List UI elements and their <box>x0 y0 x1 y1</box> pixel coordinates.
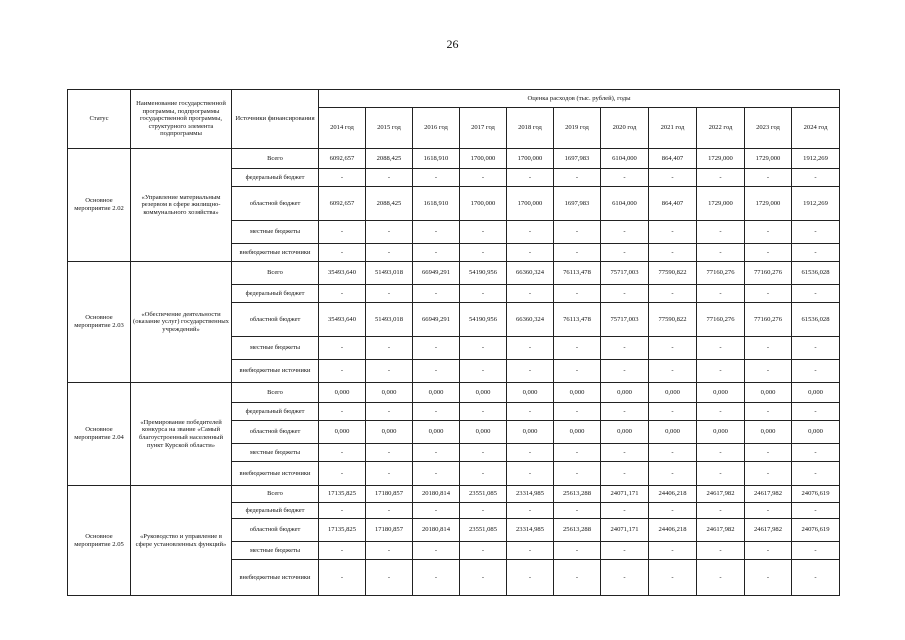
header-row <box>68 90 840 108</box>
amount-cell: 6104,000 <box>601 187 649 221</box>
header-year: 2021 год <box>649 108 697 149</box>
row-status: Основное мероприятие 2.02 <box>68 149 131 262</box>
amount-cell: - <box>460 221 507 244</box>
amount-cell: - <box>697 360 745 383</box>
amount-cell: - <box>792 221 840 244</box>
amount-cell: - <box>649 462 697 486</box>
amount-cell: - <box>460 337 507 360</box>
header-year: 2016 год <box>413 108 460 149</box>
header-year: 2024 год <box>792 108 840 149</box>
amount-cell: 0,000 <box>413 383 460 403</box>
funding-source: федеральный бюджет <box>232 403 319 421</box>
amount-cell: 1912,269 <box>792 149 840 169</box>
amount-cell: 0,000 <box>366 383 413 403</box>
amount-cell: - <box>745 169 792 187</box>
amount-cell: 0,000 <box>649 421 697 444</box>
header-estimate: Оценка расходов (тыс. рублей), годы <box>319 90 840 108</box>
amount-cell: - <box>792 444 840 462</box>
funding-source: внебюджетные источники <box>232 560 319 596</box>
amount-cell: - <box>792 503 840 519</box>
amount-cell: 1697,983 <box>554 149 601 169</box>
amount-cell: 24071,171 <box>601 519 649 542</box>
amount-cell: - <box>460 403 507 421</box>
amount-cell: - <box>649 403 697 421</box>
amount-cell: - <box>745 403 792 421</box>
header-year: 2023 год <box>745 108 792 149</box>
amount-cell: - <box>460 503 507 519</box>
amount-cell: - <box>319 560 366 596</box>
amount-cell: 0,000 <box>366 421 413 444</box>
funding-source: Всего <box>232 383 319 403</box>
amount-cell: 23314,985 <box>507 519 554 542</box>
amount-cell: - <box>319 360 366 383</box>
amount-cell: 51493,018 <box>366 303 413 337</box>
funding-source: федеральный бюджет <box>232 169 319 187</box>
amount-cell: 1729,000 <box>745 187 792 221</box>
amount-cell: - <box>507 337 554 360</box>
amount-cell: - <box>507 244 554 262</box>
amount-cell: - <box>601 462 649 486</box>
amount-cell: 1697,983 <box>554 187 601 221</box>
row-status: Основное мероприятие 2.05 <box>68 486 131 596</box>
amount-cell: 0,000 <box>507 421 554 444</box>
amount-cell: - <box>601 403 649 421</box>
amount-cell: 1700,000 <box>507 149 554 169</box>
amount-cell: 24071,171 <box>601 486 649 503</box>
amount-cell: - <box>554 221 601 244</box>
amount-cell: 77160,276 <box>745 303 792 337</box>
amount-cell: - <box>792 169 840 187</box>
amount-cell: - <box>697 337 745 360</box>
amount-cell: 51493,018 <box>366 262 413 285</box>
amount-cell: - <box>745 560 792 596</box>
amount-cell: - <box>413 169 460 187</box>
amount-cell: - <box>319 542 366 560</box>
amount-cell: 0,000 <box>745 383 792 403</box>
amount-cell: - <box>366 542 413 560</box>
amount-cell: - <box>697 503 745 519</box>
amount-cell: - <box>601 221 649 244</box>
amount-cell: 17135,825 <box>319 519 366 542</box>
amount-cell: 864,407 <box>649 187 697 221</box>
amount-cell: 6092,657 <box>319 149 366 169</box>
amount-cell: - <box>554 337 601 360</box>
amount-cell: 864,407 <box>649 149 697 169</box>
amount-cell: 77160,276 <box>697 303 745 337</box>
amount-cell: - <box>601 542 649 560</box>
amount-cell: - <box>413 503 460 519</box>
amount-cell: - <box>601 444 649 462</box>
amount-cell: - <box>554 444 601 462</box>
row-status: Основное мероприятие 2.03 <box>68 262 131 383</box>
amount-cell: - <box>697 444 745 462</box>
amount-cell: 66949,291 <box>413 262 460 285</box>
amount-cell: - <box>745 285 792 303</box>
amount-cell: 0,000 <box>554 421 601 444</box>
table-row <box>68 149 840 169</box>
amount-cell: - <box>697 560 745 596</box>
amount-cell: - <box>792 462 840 486</box>
amount-cell: 75717,003 <box>601 262 649 285</box>
header-year: 2022 год <box>697 108 745 149</box>
amount-cell: - <box>554 462 601 486</box>
amount-cell: - <box>413 444 460 462</box>
amount-cell: 0,000 <box>649 383 697 403</box>
amount-cell: 1618,910 <box>413 187 460 221</box>
amount-cell: 24076,619 <box>792 519 840 542</box>
amount-cell: - <box>319 221 366 244</box>
amount-cell: 20180,814 <box>413 486 460 503</box>
amount-cell: - <box>319 462 366 486</box>
amount-cell: - <box>460 462 507 486</box>
funding-source: областной бюджет <box>232 187 319 221</box>
table-body <box>68 149 840 596</box>
amount-cell: 6104,000 <box>601 149 649 169</box>
amount-cell: 0,000 <box>745 421 792 444</box>
amount-cell: - <box>366 169 413 187</box>
funding-source: областной бюджет <box>232 421 319 444</box>
header-year: 2015 год <box>366 108 413 149</box>
amount-cell: 0,000 <box>792 421 840 444</box>
amount-cell: - <box>554 285 601 303</box>
amount-cell: - <box>507 169 554 187</box>
amount-cell: - <box>601 285 649 303</box>
header-year: 2014 год <box>319 108 366 149</box>
amount-cell: - <box>745 221 792 244</box>
amount-cell: - <box>460 169 507 187</box>
amount-cell: 24406,218 <box>649 519 697 542</box>
amount-cell: 75717,003 <box>601 303 649 337</box>
amount-cell: 77160,276 <box>697 262 745 285</box>
amount-cell: 0,000 <box>697 383 745 403</box>
amount-cell: - <box>460 444 507 462</box>
funding-source: Всего <box>232 486 319 503</box>
amount-cell: 25613,288 <box>554 486 601 503</box>
amount-cell: - <box>413 462 460 486</box>
amount-cell: - <box>745 337 792 360</box>
amount-cell: 20180,814 <box>413 519 460 542</box>
amount-cell: 1700,000 <box>460 149 507 169</box>
amount-cell: 77160,276 <box>745 262 792 285</box>
amount-cell: - <box>745 503 792 519</box>
amount-cell: 61536,028 <box>792 303 840 337</box>
amount-cell: - <box>507 503 554 519</box>
funding-source: федеральный бюджет <box>232 503 319 519</box>
amount-cell: - <box>697 169 745 187</box>
amount-cell: - <box>649 503 697 519</box>
amount-cell: - <box>413 542 460 560</box>
table-row <box>68 486 840 503</box>
funding-source: Всего <box>232 149 319 169</box>
amount-cell: - <box>319 244 366 262</box>
amount-cell: - <box>649 221 697 244</box>
amount-cell: - <box>319 444 366 462</box>
amount-cell: 17180,857 <box>366 486 413 503</box>
budget-table <box>67 89 840 596</box>
amount-cell: - <box>649 560 697 596</box>
amount-cell: - <box>792 285 840 303</box>
amount-cell: 2088,425 <box>366 149 413 169</box>
amount-cell: 66360,324 <box>507 303 554 337</box>
row-status: Основное мероприятие 2.04 <box>68 383 131 486</box>
amount-cell: 61536,028 <box>792 262 840 285</box>
amount-cell: 23551,085 <box>460 486 507 503</box>
amount-cell: - <box>366 360 413 383</box>
amount-cell: - <box>745 542 792 560</box>
header-sources: Источники финансирования <box>232 90 319 149</box>
amount-cell: - <box>507 221 554 244</box>
amount-cell: - <box>319 285 366 303</box>
amount-cell: - <box>554 503 601 519</box>
amount-cell: - <box>366 285 413 303</box>
funding-source: местные бюджеты <box>232 221 319 244</box>
amount-cell: 0,000 <box>413 421 460 444</box>
amount-cell: - <box>507 542 554 560</box>
amount-cell: - <box>745 444 792 462</box>
amount-cell: 25613,288 <box>554 519 601 542</box>
table-row <box>68 383 840 403</box>
amount-cell: 23551,085 <box>460 519 507 542</box>
amount-cell: 1912,269 <box>792 187 840 221</box>
funding-source: областной бюджет <box>232 303 319 337</box>
amount-cell: - <box>507 360 554 383</box>
amount-cell: - <box>319 503 366 519</box>
amount-cell: - <box>319 403 366 421</box>
amount-cell: - <box>745 360 792 383</box>
amount-cell: - <box>507 403 554 421</box>
amount-cell: - <box>649 285 697 303</box>
amount-cell: 76113,478 <box>554 262 601 285</box>
amount-cell: 0,000 <box>697 421 745 444</box>
amount-cell: 23314,985 <box>507 486 554 503</box>
amount-cell: - <box>413 403 460 421</box>
amount-cell: - <box>507 444 554 462</box>
amount-cell: - <box>697 462 745 486</box>
table-row <box>68 262 840 285</box>
amount-cell: - <box>697 285 745 303</box>
amount-cell: 0,000 <box>792 383 840 403</box>
amount-cell: - <box>460 560 507 596</box>
amount-cell: 0,000 <box>460 383 507 403</box>
amount-cell: - <box>792 403 840 421</box>
amount-cell: 0,000 <box>601 421 649 444</box>
amount-cell: 0,000 <box>319 383 366 403</box>
amount-cell: 2088,425 <box>366 187 413 221</box>
amount-cell: - <box>601 244 649 262</box>
amount-cell: 1729,000 <box>745 149 792 169</box>
amount-cell: - <box>413 285 460 303</box>
amount-cell: - <box>366 444 413 462</box>
row-name: «Руководство и управление в сфере установленных функций» <box>131 486 232 596</box>
amount-cell: 1729,000 <box>697 187 745 221</box>
amount-cell: 35493,640 <box>319 262 366 285</box>
row-name: «Обеспечение деятельности (оказание услуг) государственных учреждений» <box>131 262 232 383</box>
header-year: 2018 год <box>507 108 554 149</box>
amount-cell: - <box>649 542 697 560</box>
amount-cell: 1700,000 <box>460 187 507 221</box>
amount-cell: 77590,822 <box>649 303 697 337</box>
page-number: 26 <box>446 37 459 51</box>
amount-cell: - <box>601 169 649 187</box>
row-name: «Премирование победителей конкурса на звание «Самый благоустроенный населенный пункт Курской области» <box>131 383 232 486</box>
amount-cell: - <box>460 285 507 303</box>
amount-cell: - <box>697 542 745 560</box>
amount-cell: 76113,478 <box>554 303 601 337</box>
amount-cell: - <box>697 403 745 421</box>
header-status: Статус <box>68 90 131 149</box>
header-name: Наименование государственной программы, подпрограммы государственной программы, структурного элемента подпрограммы <box>131 90 232 149</box>
amount-cell: - <box>792 337 840 360</box>
amount-cell: - <box>366 403 413 421</box>
amount-cell: - <box>601 503 649 519</box>
amount-cell: - <box>554 169 601 187</box>
amount-cell: 0,000 <box>554 383 601 403</box>
funding-source: федеральный бюджет <box>232 285 319 303</box>
amount-cell: - <box>554 403 601 421</box>
amount-cell: - <box>554 244 601 262</box>
amount-cell: 35493,640 <box>319 303 366 337</box>
amount-cell: - <box>507 560 554 596</box>
amount-cell: - <box>649 169 697 187</box>
amount-cell: - <box>366 244 413 262</box>
header-year: 2017 год <box>460 108 507 149</box>
amount-cell: 24617,982 <box>745 486 792 503</box>
header-year: 2020 год <box>601 108 649 149</box>
amount-cell: - <box>649 444 697 462</box>
funding-source: областной бюджет <box>232 519 319 542</box>
amount-cell: 54190,956 <box>460 262 507 285</box>
amount-cell: 24617,982 <box>697 519 745 542</box>
amount-cell: 0,000 <box>460 421 507 444</box>
amount-cell: - <box>554 542 601 560</box>
amount-cell: 17180,857 <box>366 519 413 542</box>
amount-cell: - <box>366 503 413 519</box>
amount-cell: - <box>507 462 554 486</box>
amount-cell: 24617,982 <box>745 519 792 542</box>
funding-source: внебюджетные источники <box>232 462 319 486</box>
amount-cell: - <box>366 560 413 596</box>
amount-cell: 24406,218 <box>649 486 697 503</box>
amount-cell: 0,000 <box>601 383 649 403</box>
row-name: «Управление материальным резервом в сфере жилищно-коммунального хозяйства» <box>131 149 232 262</box>
amount-cell: - <box>601 360 649 383</box>
amount-cell: - <box>745 462 792 486</box>
amount-cell: - <box>319 337 366 360</box>
amount-cell: - <box>601 560 649 596</box>
amount-cell: 17135,825 <box>319 486 366 503</box>
amount-cell: 1729,000 <box>697 149 745 169</box>
amount-cell: - <box>792 244 840 262</box>
amount-cell: - <box>413 560 460 596</box>
amount-cell: - <box>792 360 840 383</box>
amount-cell: - <box>413 360 460 383</box>
amount-cell: 6092,657 <box>319 187 366 221</box>
amount-cell: 0,000 <box>507 383 554 403</box>
amount-cell: 24076,619 <box>792 486 840 503</box>
amount-cell: 66949,291 <box>413 303 460 337</box>
amount-cell: - <box>507 285 554 303</box>
amount-cell: - <box>413 221 460 244</box>
funding-source: местные бюджеты <box>232 542 319 560</box>
funding-source: местные бюджеты <box>232 337 319 360</box>
amount-cell: 77590,822 <box>649 262 697 285</box>
amount-cell: - <box>366 337 413 360</box>
amount-cell: 54190,956 <box>460 303 507 337</box>
funding-source: местные бюджеты <box>232 444 319 462</box>
amount-cell: - <box>792 560 840 596</box>
amount-cell: 0,000 <box>319 421 366 444</box>
amount-cell: - <box>745 244 792 262</box>
amount-cell: - <box>460 244 507 262</box>
amount-cell: - <box>649 360 697 383</box>
amount-cell: 24617,982 <box>697 486 745 503</box>
amount-cell: - <box>697 244 745 262</box>
amount-cell: - <box>366 462 413 486</box>
amount-cell: - <box>460 542 507 560</box>
amount-cell: - <box>649 337 697 360</box>
amount-cell: - <box>601 337 649 360</box>
amount-cell: - <box>649 244 697 262</box>
amount-cell: - <box>413 337 460 360</box>
funding-source: внебюджетные источники <box>232 360 319 383</box>
amount-cell: - <box>413 244 460 262</box>
amount-cell: - <box>460 360 507 383</box>
amount-cell: - <box>554 560 601 596</box>
amount-cell: - <box>319 169 366 187</box>
funding-source: внебюджетные источники <box>232 244 319 262</box>
amount-cell: 66360,324 <box>507 262 554 285</box>
funding-source: Всего <box>232 262 319 285</box>
amount-cell: - <box>554 360 601 383</box>
amount-cell: - <box>697 221 745 244</box>
header-year: 2019 год <box>554 108 601 149</box>
amount-cell: 1618,910 <box>413 149 460 169</box>
amount-cell: - <box>792 542 840 560</box>
amount-cell: 1700,000 <box>507 187 554 221</box>
amount-cell: - <box>366 221 413 244</box>
